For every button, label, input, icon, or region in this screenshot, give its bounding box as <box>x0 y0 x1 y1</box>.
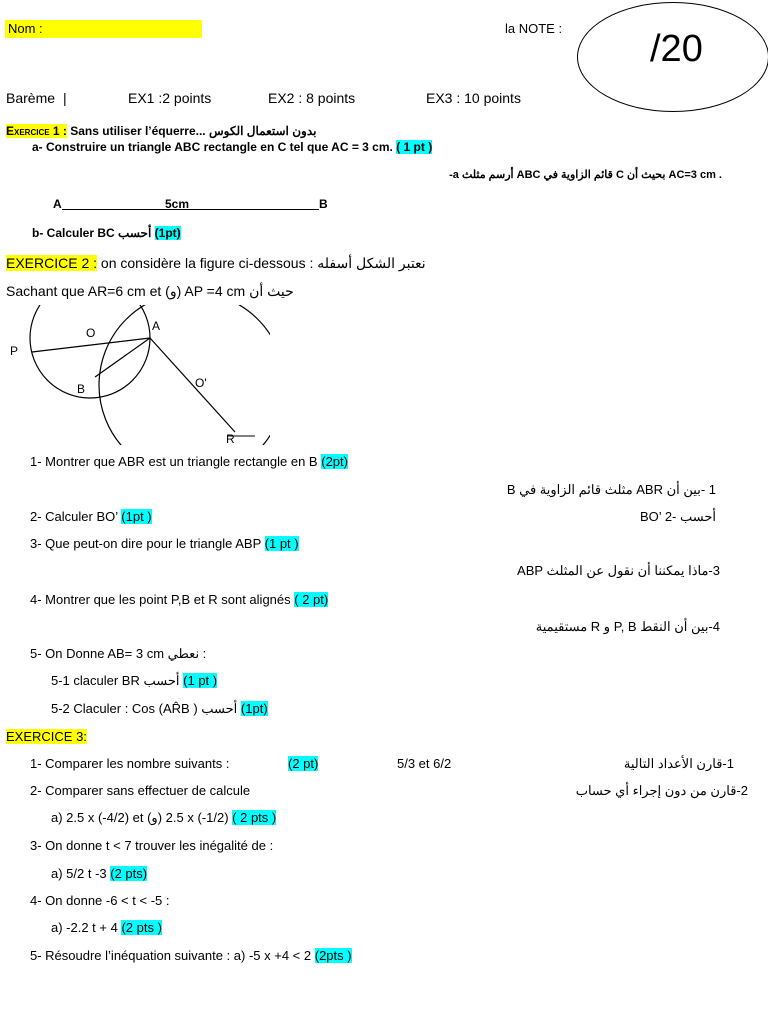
circle-o <box>30 305 150 398</box>
ex3-q4a-points: (2 pts ) <box>121 920 162 935</box>
ex1-intro-ar: بدون استعمال الكوس <box>208 124 317 138</box>
label-b: B <box>77 382 86 396</box>
segment-ab <box>62 209 319 210</box>
ex3-q5: 5- Résoudre l’inéquation suivante : a) -5 x +4 < 2 <box>30 948 312 963</box>
ex2-q1-arabic: 1 -بين أن ABR مثلث قائم الزاوية في B <box>506 482 716 497</box>
ex3-points: EX3 : 10 points <box>426 90 521 106</box>
ex1-points: EX1 :2 points <box>128 90 212 106</box>
ex2-q4: 4- Montrer que les point P,B et R sont alignés <box>30 592 291 607</box>
label-a: A <box>152 319 161 333</box>
ex2-q5-arabic: نعطي : <box>167 646 207 661</box>
ex2-q5: 5- On Donne AB= 3 cm <box>30 646 165 661</box>
ex3-q5-points: (2pts ) <box>314 948 352 963</box>
ex3-q4: 4- On donne -6 < t < -5 : <box>30 893 170 908</box>
ex3-q4a: a) -2.2 t + 4 <box>51 920 118 935</box>
ex2-q52-points: (1pt) <box>240 701 268 716</box>
ex2-q2: 2- Calculer BO’ <box>30 509 118 524</box>
ex2-given-ar: حيث أن <box>249 283 294 299</box>
bareme-label: Barème <box>6 90 56 106</box>
name-label: Nom : <box>8 21 43 36</box>
ex1-a-arabic: -a أرسم مثلث ABC قائم الزاوية في C بحيث أن AC=3 cm . <box>449 169 722 181</box>
segment-point-b: B <box>319 197 328 211</box>
ex2-given: Sachant que AR=6 cm et (و) AP =4 cm <box>6 283 246 299</box>
ex3-q2a: a) 2.5 x (-4/2) et (و) 2.5 x (-1/2) <box>51 810 229 825</box>
note-label: la NOTE : <box>505 21 563 36</box>
ex3-q1-points: (2 pt) <box>288 756 319 771</box>
ex2-title: EXERCICE 2 : <box>6 255 98 271</box>
ex2-q51-points: (1 pt ) <box>183 673 218 688</box>
ex2-intro-ar: نعتبر الشكل أسفله <box>317 255 426 271</box>
ex2-q51: 5-1 claculer BR <box>51 673 140 688</box>
label-p: P <box>10 344 19 358</box>
ex2-q3-arabic: 3-ماذا يمكننا أن نقول عن المثلث ABP <box>517 563 720 578</box>
circles-figure <box>0 305 270 445</box>
ex1-a-text: Construire un triangle ABC rectangle en C tel que AC = 3 cm. <box>46 140 393 154</box>
circle-o-prime <box>99 305 270 445</box>
ex2-q1-points: (2pt) <box>321 454 348 469</box>
ex1-b-text: Calculer BC <box>46 226 115 240</box>
ex2-q3-points: (1 pt ) <box>264 536 299 551</box>
ex3-q2-arabic: 2-قارن من دون إجراء أي حساب <box>575 783 748 798</box>
label-r: R <box>226 432 235 445</box>
ex3-q1: 1- Comparer les nombre suivants : <box>30 756 230 771</box>
ex2-q4-points: ( 2 pt) <box>294 592 329 607</box>
ex1-title: Exercice 1 : <box>6 124 67 138</box>
label-o-prime: O' <box>195 376 207 390</box>
grade-value: /20 <box>650 28 703 70</box>
ex2-q1: 1- Montrer que ABR est un triangle rectangle en B <box>30 454 318 469</box>
ex2-q52: 5-2 Claculer : Cos (AR̂B ) <box>51 701 198 716</box>
segment-ar <box>150 338 235 432</box>
ex2-q3: 3- Que peut-on dire pour le triangle ABP <box>30 536 262 551</box>
segment-point-a: A <box>53 197 62 211</box>
bareme-separator: | <box>63 90 67 106</box>
segment-length: 5cm <box>165 197 190 211</box>
ex3-q1-numbers: 5/3 et 6/2 <box>397 756 452 771</box>
ex1-b-arabic: أحسب <box>118 226 152 240</box>
ex1-b-label: b- <box>32 226 44 240</box>
ex2-q4-arabic: 4-بين أن النقط P, B و R مستقيمية <box>535 619 720 634</box>
ex2-intro: on considère la figure ci-dessous : <box>100 255 314 271</box>
label-o: O <box>86 326 96 340</box>
ex1-a-points: ( 1 pt ) <box>396 140 433 154</box>
ex3-q3a: a) 5/2 t -3 <box>51 866 107 881</box>
ex3-q1-arabic: 1-قارن الأعداد التالية <box>623 756 734 771</box>
ex2-q2-arabic: BO’ أحسب -2 <box>640 509 716 524</box>
ex3-q2a-points: ( 2 pts ) <box>232 810 277 825</box>
ex2-q52-arabic: أحسب <box>201 701 238 716</box>
ex2-q2-points: (1pt ) <box>121 509 152 524</box>
ex3-title: EXERCICE 3: <box>6 729 87 744</box>
ex2-points: EX2 : 8 points <box>268 90 356 106</box>
ex3-q2: 2- Comparer sans effectuer de calcule <box>30 783 251 798</box>
ex3-q3: 3- On donne t < 7 trouver les inégalité de : <box>30 838 274 853</box>
ex3-q3a-points: (2 pts) <box>110 866 148 881</box>
ex1-a-label: a- <box>32 140 43 154</box>
ex1-b-points: (1pt) <box>154 226 181 240</box>
ex1-intro: Sans utiliser l’équerre... <box>70 124 206 138</box>
ex2-q51-arabic: أحسب <box>143 673 180 688</box>
